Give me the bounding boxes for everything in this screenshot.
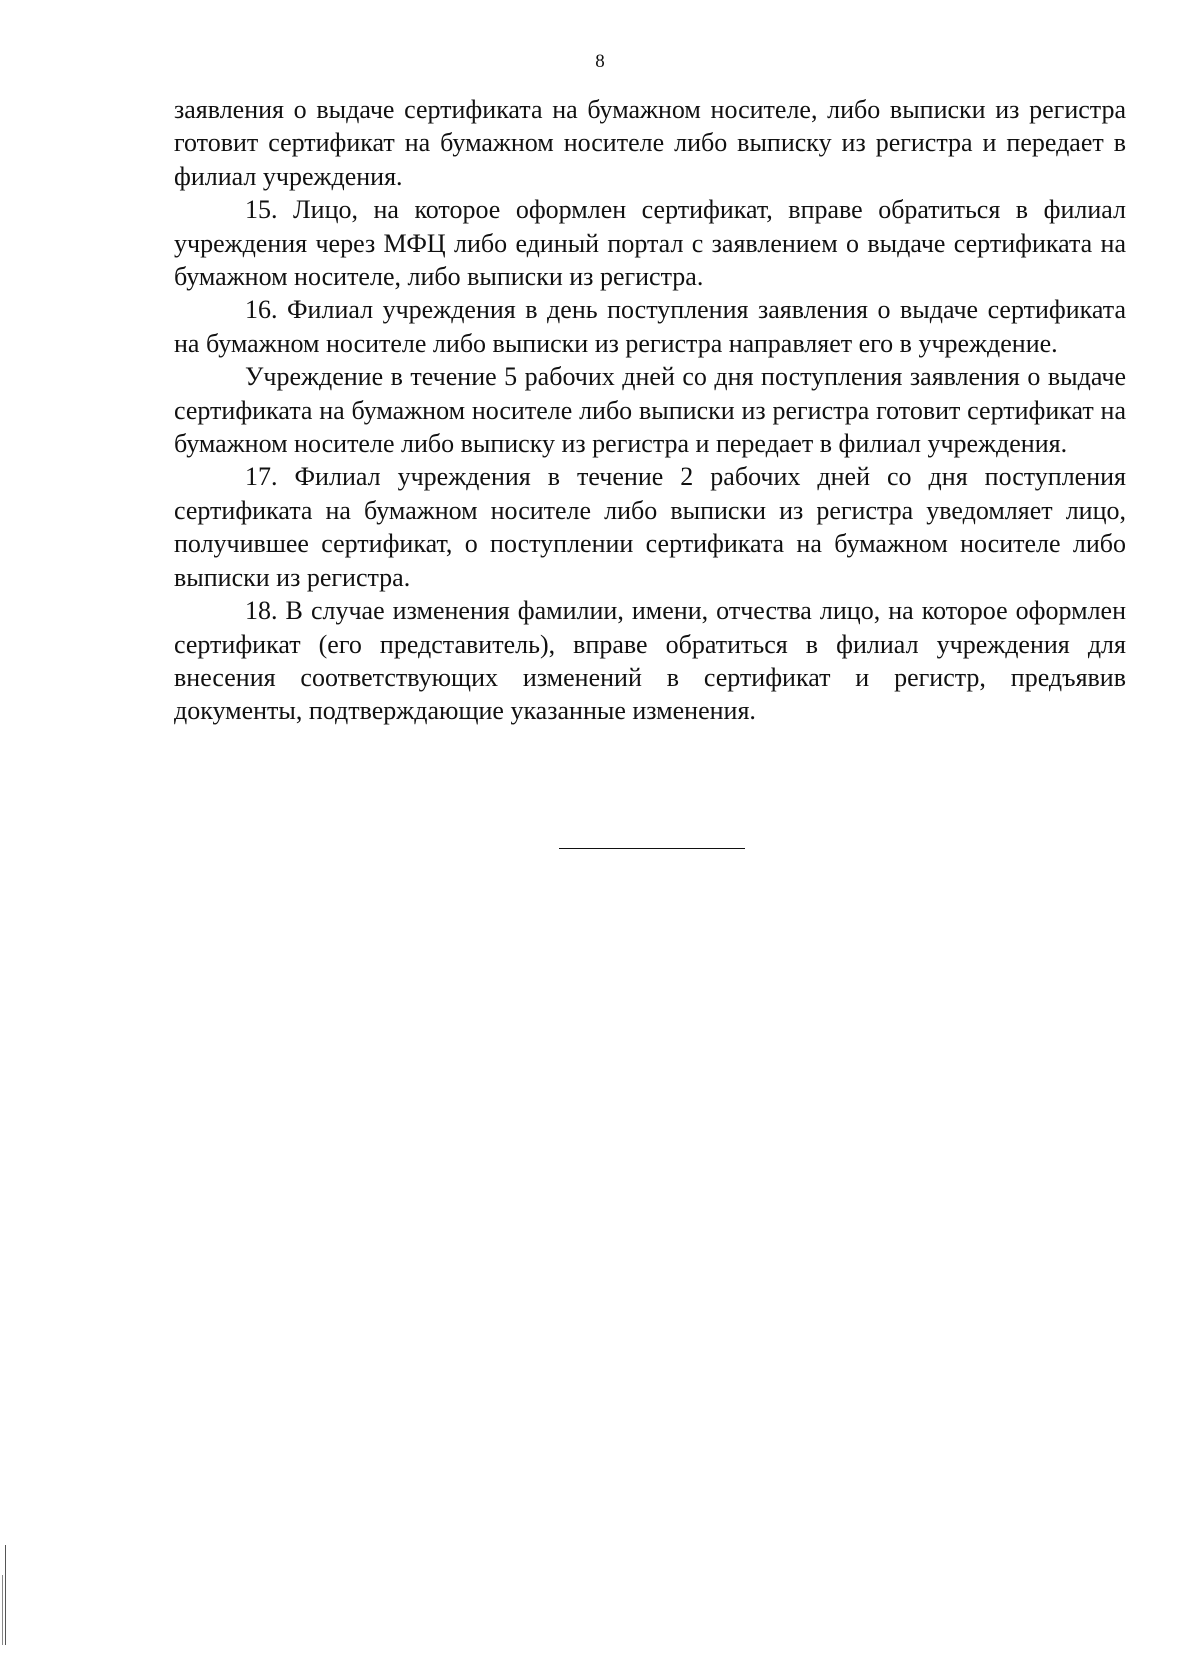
- scan-edge-mark: [5, 1545, 6, 1645]
- paragraph-item-15: 15. Лицо, на которое оформлен сертификат, вправе обратиться в филиал учреждения через МФЦ либо единый портал с заявлением о выдаче сертификата на бумажном носителе, либо выписки из регистра.: [174, 195, 1126, 292]
- scan-edge-mark: [2, 1575, 3, 1645]
- paragraph-item-16-continuation: Учреждение в течение 5 рабочих дней со дня поступления заявления о выдаче сертификата на бумажном носителе либо выписки из регистра готовит сертификат на бумажном носителе либо выписку из регистра и передает в филиал учреждения.: [174, 362, 1126, 459]
- paragraph-item-16: 16. Филиал учреждения в день поступления заявления о выдаче сертификата на бумажном носителе либо выписки из регистра направляет его в учреждение.: [174, 295, 1126, 358]
- paragraph-continuation: заявления о выдаче сертификата на бумажном носителе, либо выписки из регистра готовит сертификат на бумажном носителе либо выписку из регистра и передает в филиал учреждения.: [174, 95, 1126, 191]
- paragraph-item-18: 18. В случае изменения фамилии, имени, отчества лицо, на которое оформлен сертификат (его представитель), вправе обратиться в филиал учреждения для внесения соответствующих изменений в сертификат и регистр, предъявив документы, подтверждающие указанные изменения.: [174, 596, 1126, 726]
- paragraph-item-17: 17. Филиал учреждения в течение 2 рабочих дней со дня поступления сертификата на бумажном носителе либо выписки из регистра уведомляет лицо, получившее сертификат, о поступлении сертификата на бумажном носителе либо выписки из регистра.: [174, 462, 1126, 592]
- end-of-text-rule: [559, 848, 745, 849]
- document-body: [174, 93, 1126, 728]
- page-number: 8: [595, 51, 605, 72]
